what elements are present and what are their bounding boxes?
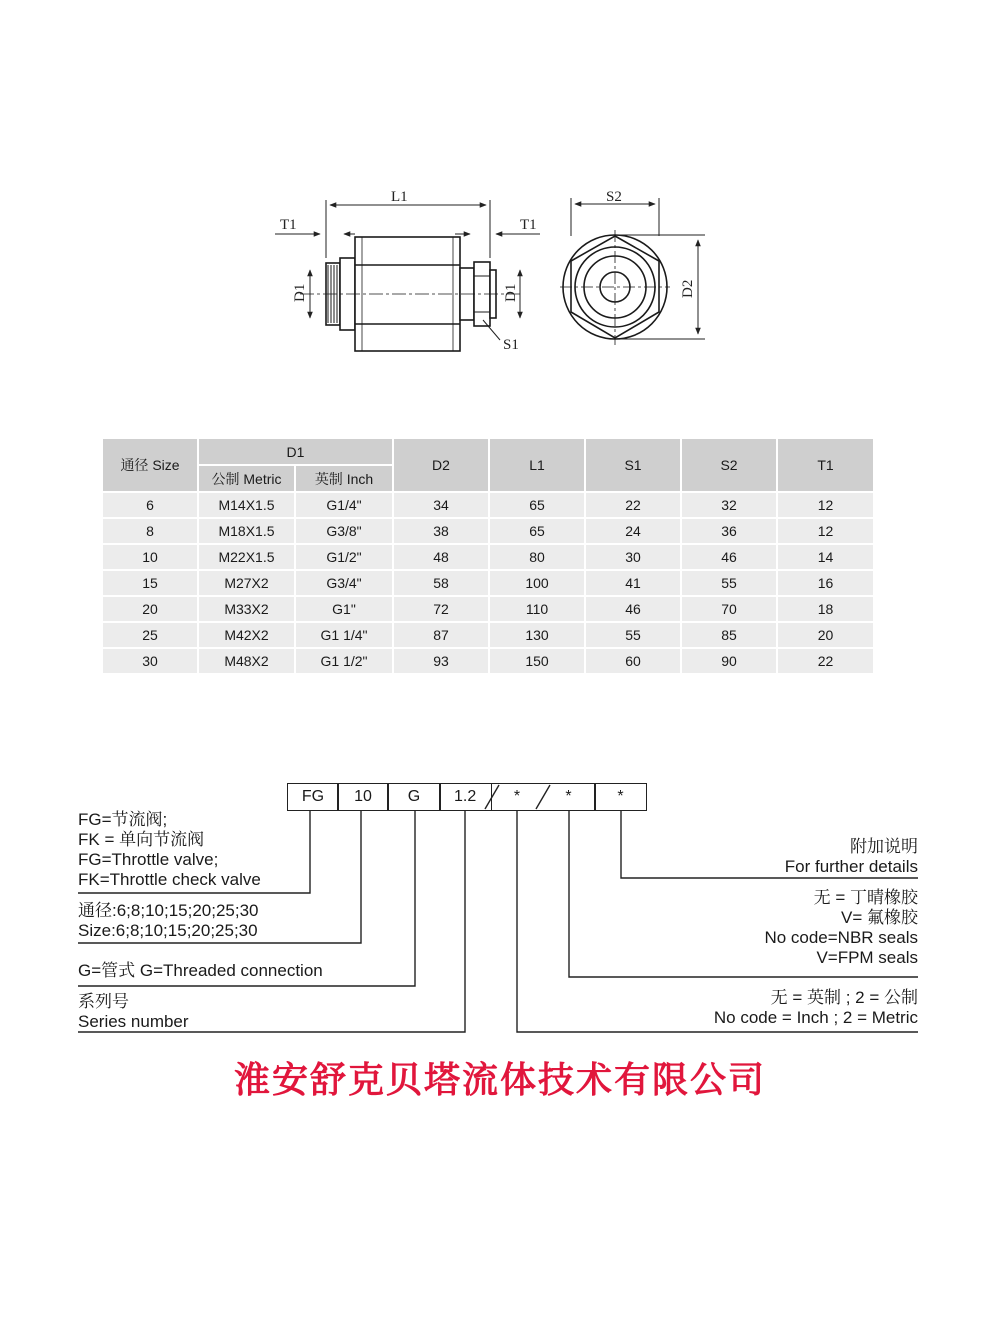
cell-t1: 12 [777, 492, 874, 518]
table-row [102, 518, 874, 544]
cell-d2: 87 [393, 622, 489, 648]
header-l1: L1 [489, 438, 585, 492]
cell-d2: 72 [393, 596, 489, 622]
series-desc-line: 系列号 [78, 992, 129, 1011]
type-desc-line: FK = 单向节流阀 [78, 830, 205, 849]
header-metric: 公制 Metric [198, 465, 295, 492]
cell-t1: 20 [777, 622, 874, 648]
cell-size: 25 [102, 622, 198, 648]
header-size: 通径 Size [102, 438, 198, 492]
cell-l1: 150 [489, 648, 585, 674]
cell-size: 10 [102, 544, 198, 570]
header-t1: T1 [777, 438, 874, 492]
end-view [560, 230, 670, 345]
cell-s2: 36 [681, 518, 777, 544]
header-s1: S1 [585, 438, 681, 492]
cell-inch: G1 1/4" [295, 622, 393, 648]
cell-size: 30 [102, 648, 198, 674]
cell-s2: 90 [681, 648, 777, 674]
header-inch: 英制 Inch [295, 465, 393, 492]
type-desc [78, 810, 261, 890]
connection-desc-line: G=管式 G=Threaded connection [78, 961, 323, 980]
code-box-details: * [594, 783, 647, 811]
cell-t1: 22 [777, 648, 874, 674]
series-desc-line: Series number [78, 1012, 189, 1031]
size-desc-line: 通径:6;8;10;15;20;25;30 [78, 901, 259, 920]
seal-desc-line: V=FPM seals [816, 948, 918, 967]
cell-s2: 46 [681, 544, 777, 570]
cell-metric: M33X2 [198, 596, 295, 622]
table-row [102, 596, 874, 622]
unit-desc-line: No code = Inch ; 2 = Metric [713, 1008, 918, 1027]
cell-size: 6 [102, 492, 198, 518]
cell-metric: M14X1.5 [198, 492, 295, 518]
table-row [102, 544, 874, 570]
cell-l1: 110 [489, 596, 585, 622]
type-desc-line: FG=Throttle valve; [78, 850, 219, 869]
cell-t1: 14 [777, 544, 874, 570]
unit-desc [714, 988, 918, 1028]
company-name: 淮安舒克贝塔流体技术有限公司 [233, 1059, 766, 1101]
label-d1-left: D1 [292, 283, 308, 302]
cell-metric: M22X1.5 [198, 544, 295, 570]
code-box-size: 10 [337, 783, 389, 811]
label-t1-right: T1 [520, 217, 537, 233]
spec-table [101, 437, 875, 675]
cell-metric: M18X1.5 [198, 518, 295, 544]
table-row [102, 492, 874, 518]
cell-size: 15 [102, 570, 198, 596]
label-l1: L1 [391, 189, 408, 205]
cell-d2: 93 [393, 648, 489, 674]
header-s2: S2 [681, 438, 777, 492]
cell-s1: 22 [585, 492, 681, 518]
cell-s1: 30 [585, 544, 681, 570]
type-desc-line: FK=Throttle check valve [78, 870, 261, 889]
seal-desc [764, 888, 918, 968]
table-row [102, 648, 874, 674]
cell-l1: 65 [489, 518, 585, 544]
cell-l1: 100 [489, 570, 585, 596]
type-desc-line: FG=节流阀; [78, 810, 168, 829]
label-d2: D2 [680, 279, 696, 298]
header-d1: D1 [198, 438, 393, 465]
cell-metric: M48X2 [198, 648, 295, 674]
size-desc [78, 901, 259, 941]
seal-desc-line: 无 = 丁晴橡胶 [813, 888, 918, 907]
cell-d2: 48 [393, 544, 489, 570]
details-desc-line: For further details [784, 857, 918, 876]
cell-size: 20 [102, 596, 198, 622]
details-desc-line: 附加说明 [850, 837, 918, 856]
cell-s2: 32 [681, 492, 777, 518]
cell-s1: 60 [585, 648, 681, 674]
unit-desc-line: 无 = 英制 ; 2 = 公制 [770, 988, 918, 1007]
code-box-series: 1.2 [439, 783, 492, 811]
cell-d2: 58 [393, 570, 489, 596]
cell-inch: G1" [295, 596, 393, 622]
cell-inch: G3/8" [295, 518, 393, 544]
label-s2: S2 [606, 189, 622, 205]
cell-t1: 16 [777, 570, 874, 596]
label-t1-left: T1 [280, 217, 297, 233]
header-d2: D2 [393, 438, 489, 492]
seal-desc-line: V= 氟橡胶 [841, 908, 918, 927]
cell-s1: 55 [585, 622, 681, 648]
cell-s2: 55 [681, 570, 777, 596]
code-box-unit: * [490, 783, 544, 811]
seal-desc-line: No code=NBR seals [764, 928, 918, 947]
cell-d2: 34 [393, 492, 489, 518]
side-view [300, 237, 520, 351]
cell-size: 8 [102, 518, 198, 544]
series-desc [78, 992, 189, 1032]
label-s1: S1 [503, 337, 519, 353]
cell-s2: 85 [681, 622, 777, 648]
cell-l1: 130 [489, 622, 585, 648]
table-row [102, 622, 874, 648]
cell-s1: 46 [585, 596, 681, 622]
cell-l1: 80 [489, 544, 585, 570]
table-row [102, 570, 874, 596]
cell-s1: 24 [585, 518, 681, 544]
code-box-seal: * [542, 783, 596, 811]
cell-metric: M42X2 [198, 622, 295, 648]
cell-s2: 70 [681, 596, 777, 622]
cell-t1: 18 [777, 596, 874, 622]
size-desc-line: Size:6;8;10;15;20;25;30 [78, 921, 258, 940]
cell-d2: 38 [393, 518, 489, 544]
code-box-type: FG [287, 783, 339, 811]
cell-inch: G1/2" [295, 544, 393, 570]
cell-t1: 12 [777, 518, 874, 544]
cell-inch: G3/4" [295, 570, 393, 596]
code-box-connection: G [387, 783, 441, 811]
cell-s1: 41 [585, 570, 681, 596]
label-d1-right: D1 [503, 283, 519, 302]
connection-desc [78, 961, 323, 981]
cell-l1: 65 [489, 492, 585, 518]
details-desc [785, 837, 918, 877]
cell-inch: G1/4" [295, 492, 393, 518]
cell-inch: G1 1/2" [295, 648, 393, 674]
cell-metric: M27X2 [198, 570, 295, 596]
